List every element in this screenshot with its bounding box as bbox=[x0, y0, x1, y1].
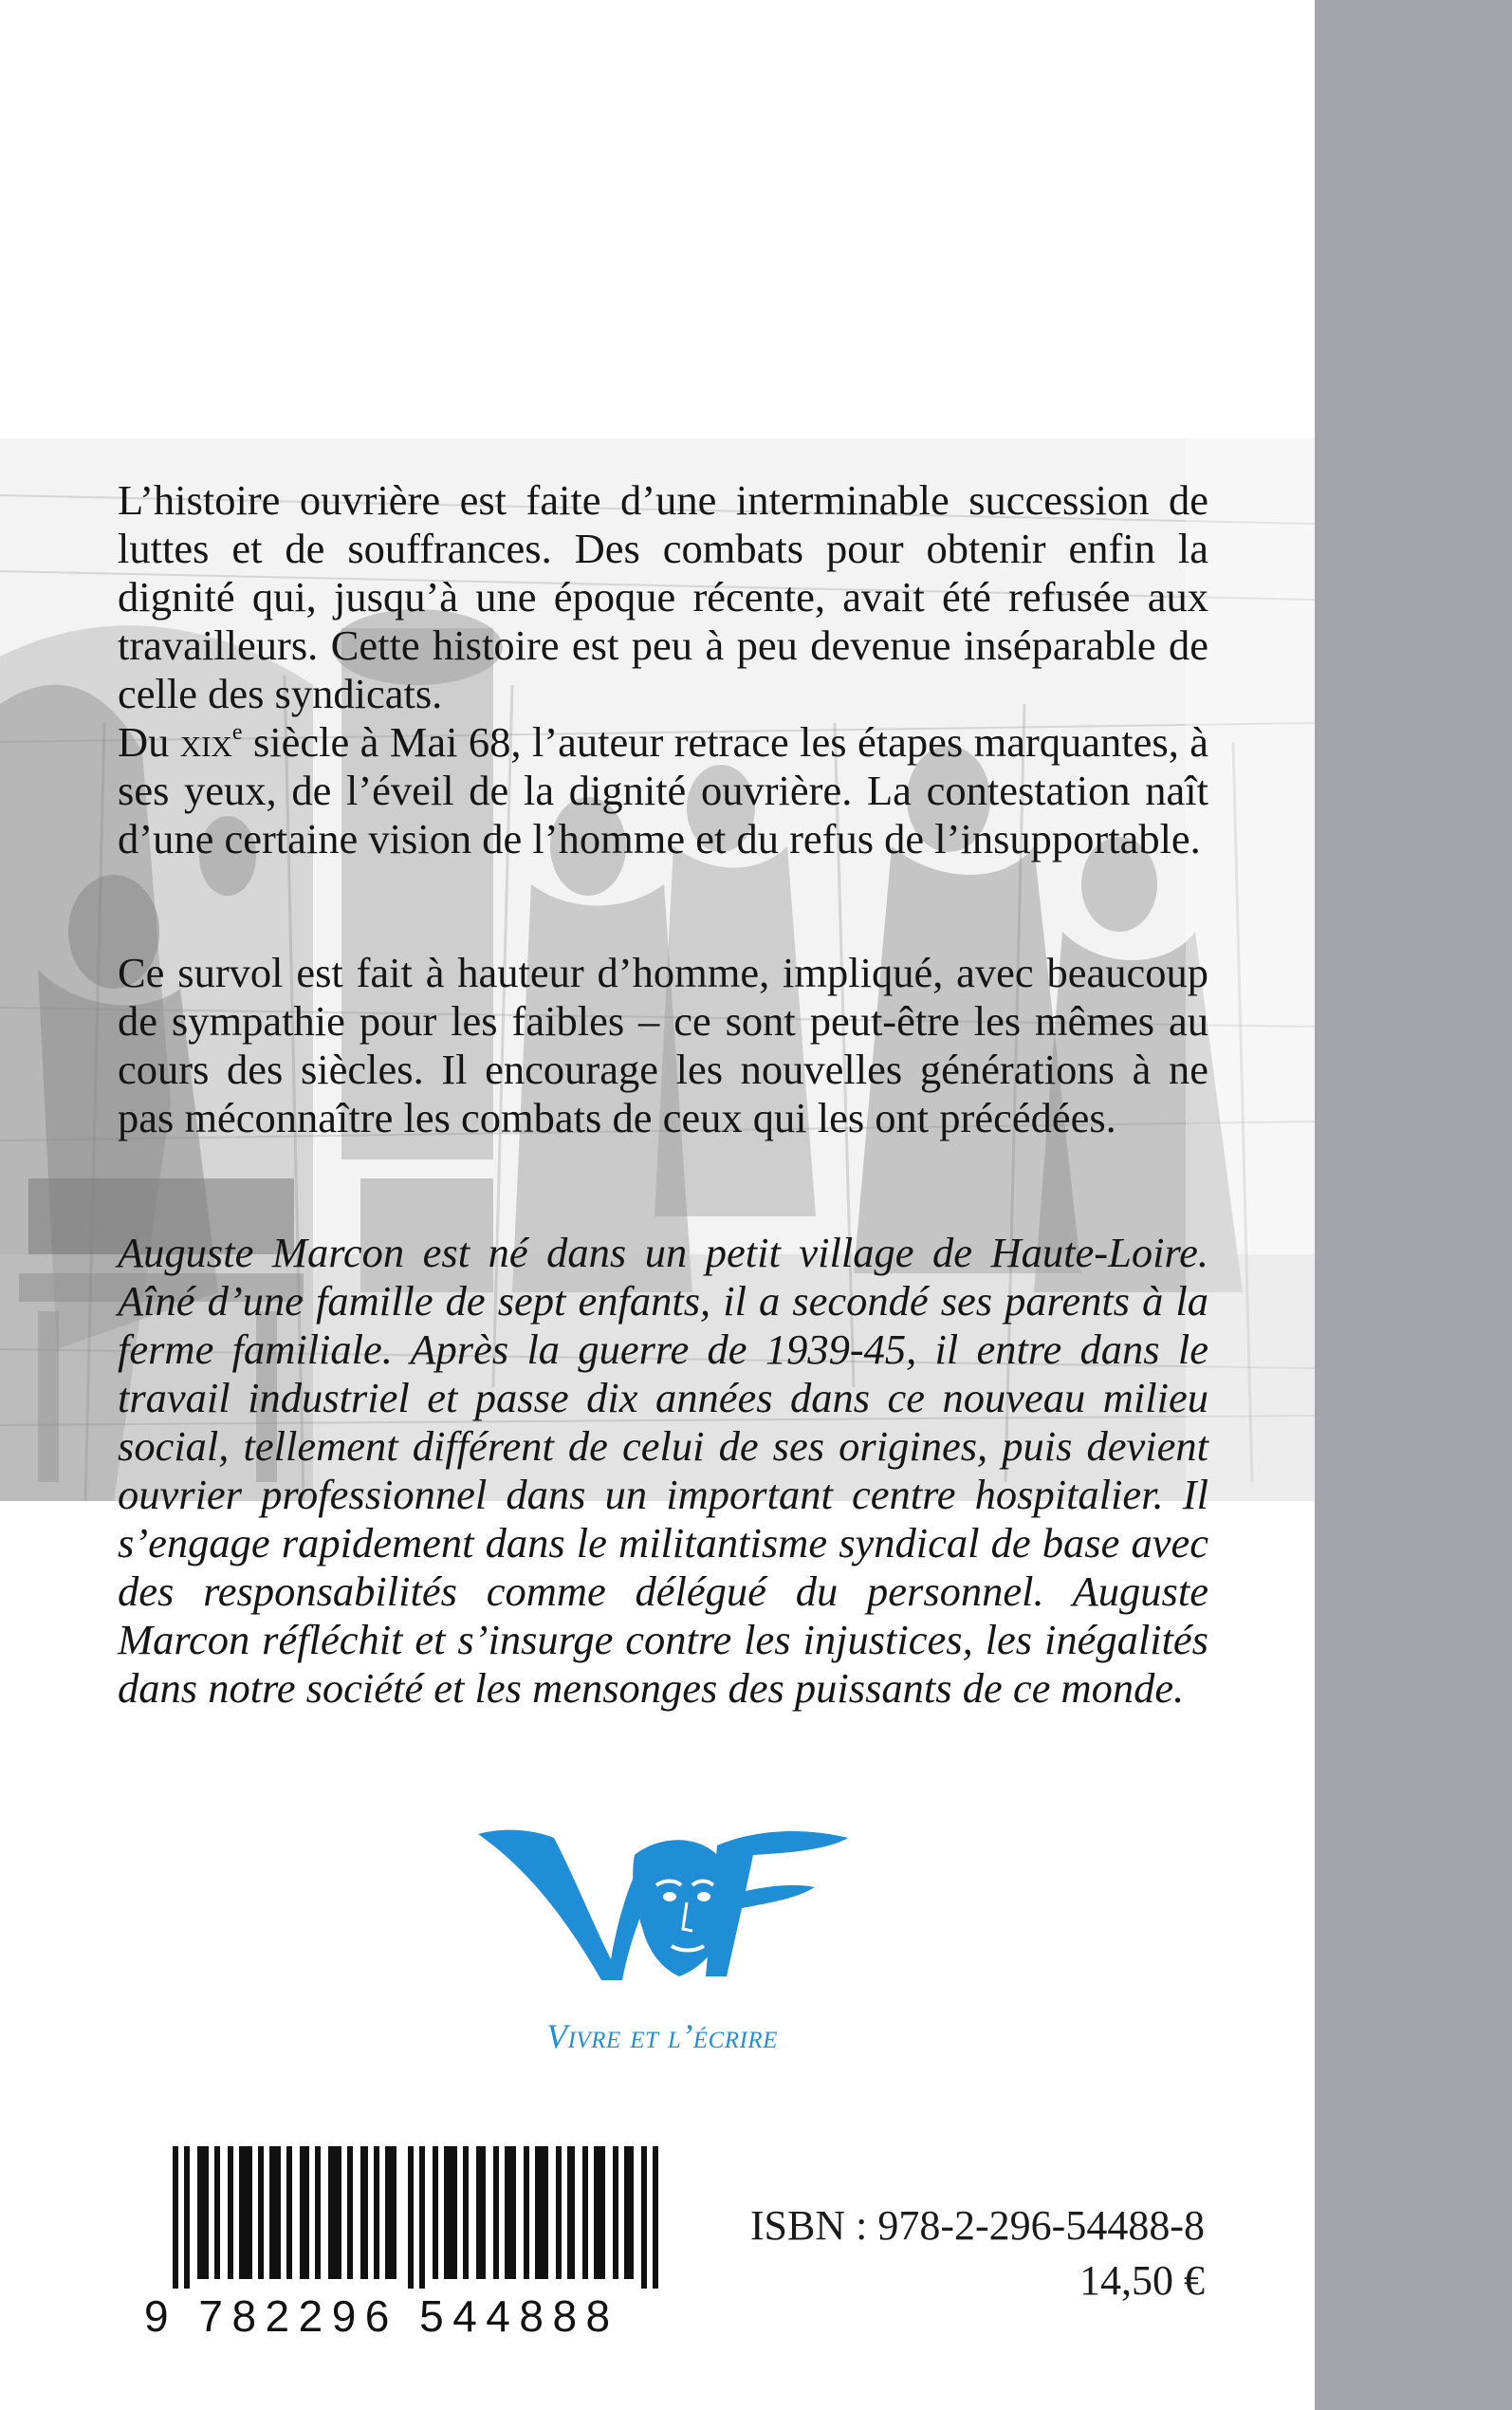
price-label: 14,50 € bbox=[1079, 2257, 1205, 2304]
barcode bbox=[144, 2146, 694, 2341]
century-ordinal: e bbox=[231, 720, 243, 745]
ean13-barcode-icon bbox=[144, 2146, 694, 2289]
century-numeral: xix bbox=[179, 718, 232, 766]
intro-paragraph-2 bbox=[118, 718, 1208, 863]
publisher-name: Vivre et l’écrire bbox=[546, 2017, 778, 2055]
author-bio-paragraph: Auguste Marcon est né dans un petit village de Haute-Loire. Aîné d’une famille de sept enfants, il a secondé ses parents à la ferme familiale. Après la guerre de 1939-45, il entre dans le travail industriel et passe dix années dans ce nouveau milieu social, tellement différent de celui de ses origines, puis devient ouvrier professionnel dans un important centre hospitalier. Il s’engage rapidement dans le militantisme syndical de base avec des responsabilités comme délégué du personnel. Auguste Marcon réfléchit et s’insurge contre les injustices, les inégalités dans notre société et les mensonges des puissants de ce monde. bbox=[118, 1229, 1208, 1712]
intro-paragraph-2-prefix: Du bbox=[118, 718, 180, 766]
survol-text bbox=[118, 949, 1208, 1142]
intro-paragraph-1: L’histoire ouvrière est faite d’une interminable succession de luttes et de souffrances. Des combats pour obtenir enfin la dignité qui, jusqu’à une époque récente, avait été refusée aux travailleurs. Cette histoire est peu à peu devenue inséparable de celle des syndicats. bbox=[118, 476, 1208, 717]
intro-text bbox=[118, 476, 1208, 863]
intro-paragraph-2-rest: siècle à Mai 68, l’auteur retrace les étapes marquantes, à ses yeux, de l’éveil de la dignité ouvrière. La contestation naît d’une certaine vision de l’homme et du refus de l’insupportable. bbox=[118, 718, 1208, 862]
vivre-et-lecrire-logo-icon bbox=[469, 1817, 857, 1988]
spine-strip bbox=[1315, 0, 1512, 2410]
author-bio bbox=[118, 1229, 1208, 1713]
survol-paragraph: Ce survol est fait à hauteur d’homme, impliqué, avec beaucoup de sympathie pour les faibles – ce sont peut-être les mêmes au cours des siècles. Il encourage les nouvelles générations à ne pas méconnaître les combats de ceux qui les ont précédées. bbox=[118, 949, 1208, 1141]
barcode-digits: 9 782296 544888 bbox=[144, 2291, 619, 2341]
isbn-label: ISBN : 978-2-296-54488-8 bbox=[749, 2202, 1205, 2249]
